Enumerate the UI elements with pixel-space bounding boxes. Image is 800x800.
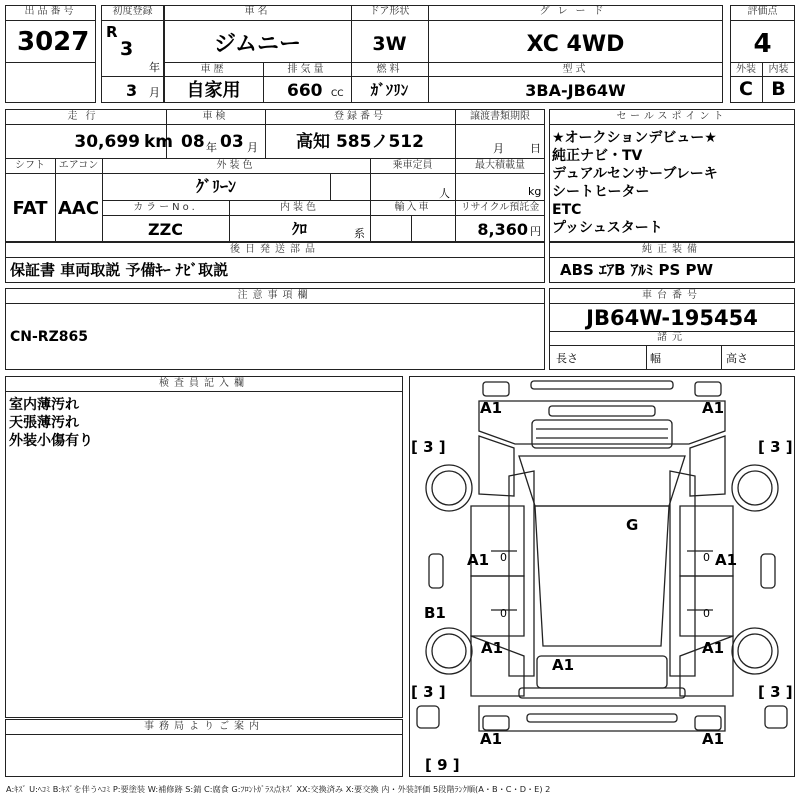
car-name-label: 車名 [244, 6, 271, 17]
mark-tire-front-right: [ 3 ] [758, 438, 793, 456]
notes-value: CN-RZ865 [10, 329, 88, 345]
inspector-label: 検査員記入欄 [159, 378, 249, 389]
mark-tire-front-left: [ 3 ] [411, 438, 446, 456]
mileage-label: 走行 [67, 111, 104, 122]
mark-zero-right-2: 0 [703, 607, 710, 620]
mark-side-right-low: A1 [702, 639, 725, 657]
max-load-unit: kg [528, 185, 542, 198]
grade-label: グレード [539, 6, 612, 17]
mileage-unit: km [144, 132, 174, 152]
color-no-label: カラーNo. [133, 202, 198, 213]
sales-point: シートヒーター [552, 184, 650, 200]
score-label: 評価点 [747, 6, 778, 17]
mark-side-left-mid: A1 [467, 551, 490, 569]
car-history: 自家用 [186, 80, 241, 101]
mark-rear-right: A1 [702, 730, 725, 748]
lot-number: 3027 [17, 27, 90, 57]
shift-label: シフト [15, 160, 45, 171]
inspector-line: 天張薄汚れ [9, 415, 79, 431]
registration-year: 3 [120, 38, 134, 60]
color-no: ZZC [148, 220, 183, 239]
fuel-label: 燃料 [376, 64, 403, 75]
mark-side-left-low: A1 [481, 639, 504, 657]
sales-points-label: セールスポイント [616, 111, 728, 122]
grade: XC 4WD [526, 32, 625, 57]
dims-label: 諸元 [657, 332, 687, 343]
registration-label: 初度登録 [112, 6, 153, 17]
displacement-unit: CC [331, 89, 344, 99]
year-unit: 年 [149, 61, 160, 74]
transfer-month-unit: 月 [493, 142, 504, 155]
inspection-year: 08 [181, 132, 205, 152]
mark-zero-left-1: 0 [500, 551, 507, 564]
mark-front-left: A1 [480, 399, 503, 417]
aircon-label: エアコン [58, 160, 99, 171]
mark-floor: A1 [552, 656, 575, 674]
mark-zero-left-2: 0 [500, 607, 507, 620]
inspector-notes [9, 396, 93, 450]
inspection-year-unit: 年 [206, 141, 217, 154]
length-label: 長さ [556, 352, 578, 365]
sales-point: プッシュスタート [552, 220, 663, 236]
mark-rear-left: A1 [480, 730, 503, 748]
later-parts: 保証書 車両取説 予備ｷｰ ﾅﾋﾞ取説 [10, 261, 229, 279]
mark-zero-right-1: 0 [703, 551, 710, 564]
import-label: 輸入車 [394, 202, 431, 213]
transfer-day-unit: 日 [530, 142, 541, 155]
height-label: 高さ [726, 352, 748, 365]
fuel: ｶﾞｿﾘﾝ [370, 81, 409, 99]
legend: A:ｷｽﾞ U:ﾍｺﾐ B:ｷｽﾞを伴うﾍｺﾐ P:要塗装 W:補修跡 S:錆 C:腐食 G:ﾌﾛﾝﾄｶﾞﾗｽ点ｷｽﾞ XX:交換済み X:要交換 内・外装評価 5段階ﾗﾝｸ順(A・B・C・D・E) 2 [6, 784, 551, 794]
month-unit: 月 [149, 86, 160, 99]
interior-grade: B [771, 78, 786, 100]
mark-roof: G [626, 516, 639, 534]
aircon: AAC [57, 198, 100, 219]
transfer-deadline-label: 譲渡書類期限 [470, 111, 530, 122]
exterior-label: 外装 [736, 64, 756, 75]
door-label: ドア形状 [369, 6, 410, 17]
sales-point: ETC [552, 202, 582, 218]
mark-side-left-b: B1 [424, 604, 446, 622]
sales-points-list [552, 129, 718, 237]
door-type: 3W [372, 33, 407, 55]
interior-color: ｸﾛ [291, 220, 307, 238]
model-code: 3BA-JB64W [525, 81, 626, 100]
displacement-label: 排気量 [287, 64, 327, 75]
color-label: 外装色 [216, 160, 256, 171]
recycle-label: リサイクル預託金 [460, 202, 540, 213]
capacity-unit: 人 [439, 187, 450, 200]
plate-number: 高知 585ノ512 [296, 132, 424, 152]
sales-point: ★オークションデビュー★ [552, 130, 717, 146]
chassis-label: 車台番号 [642, 290, 702, 301]
score: 4 [753, 29, 772, 59]
notes-label: 注意事項欄 [237, 290, 313, 301]
width-label: 幅 [650, 352, 661, 365]
later-parts-label: 後日発送部品 [230, 244, 320, 255]
inspection-month: 03 [220, 132, 244, 152]
mark-tire-rear-right: [ 3 ] [758, 683, 793, 701]
interior-color-unit: 系 [354, 227, 365, 240]
car-diagram [409, 376, 795, 777]
max-load-label: 最大積載量 [475, 160, 525, 171]
mark-front-right: A1 [702, 399, 725, 417]
capacity-label: 乗車定員 [392, 160, 433, 171]
car-name: ジムニー [213, 32, 302, 57]
recycle-fee: 8,360 [477, 220, 528, 239]
inspection-month-unit: 月 [247, 141, 258, 154]
interior-color-label: 内装色 [280, 202, 319, 213]
interior-label: 内装 [768, 64, 789, 75]
history-label: 車歴 [200, 64, 227, 75]
mark-spare-tire: [ 9 ] [425, 756, 460, 774]
equipment: ABS ｴｱB ｱﾙﾐ PS PW [560, 261, 714, 279]
mileage: 30,699 [74, 132, 140, 152]
lot-label: 出品番号 [24, 6, 77, 17]
sales-point: デュアルセンサーブレーキ [552, 166, 718, 182]
mark-side-right-mid: A1 [715, 551, 738, 569]
registration-month: 3 [126, 81, 138, 100]
shift: FAT [12, 198, 48, 219]
mark-tire-rear-left: [ 3 ] [411, 683, 446, 701]
inspection-label: 車検 [202, 111, 229, 122]
era: R [106, 23, 118, 41]
inspector-line: 外装小傷有り [9, 433, 93, 449]
inspector-line: 室内薄汚れ [9, 397, 79, 413]
plate-label: 登録番号 [334, 111, 386, 122]
recycle-unit: 円 [530, 225, 541, 238]
exterior-color: ｸﾞﾘｰﾝ [195, 177, 236, 196]
model-label: 型式 [562, 64, 589, 75]
displacement: 660 [287, 81, 323, 101]
sales-point: 純正ナビ・TV [552, 148, 643, 164]
equipment-label: 純正装備 [642, 244, 702, 255]
exterior-grade: C [739, 78, 753, 100]
office-label: 事務局よりご案内 [144, 721, 264, 732]
chassis-number: JB64W-195454 [586, 306, 758, 330]
